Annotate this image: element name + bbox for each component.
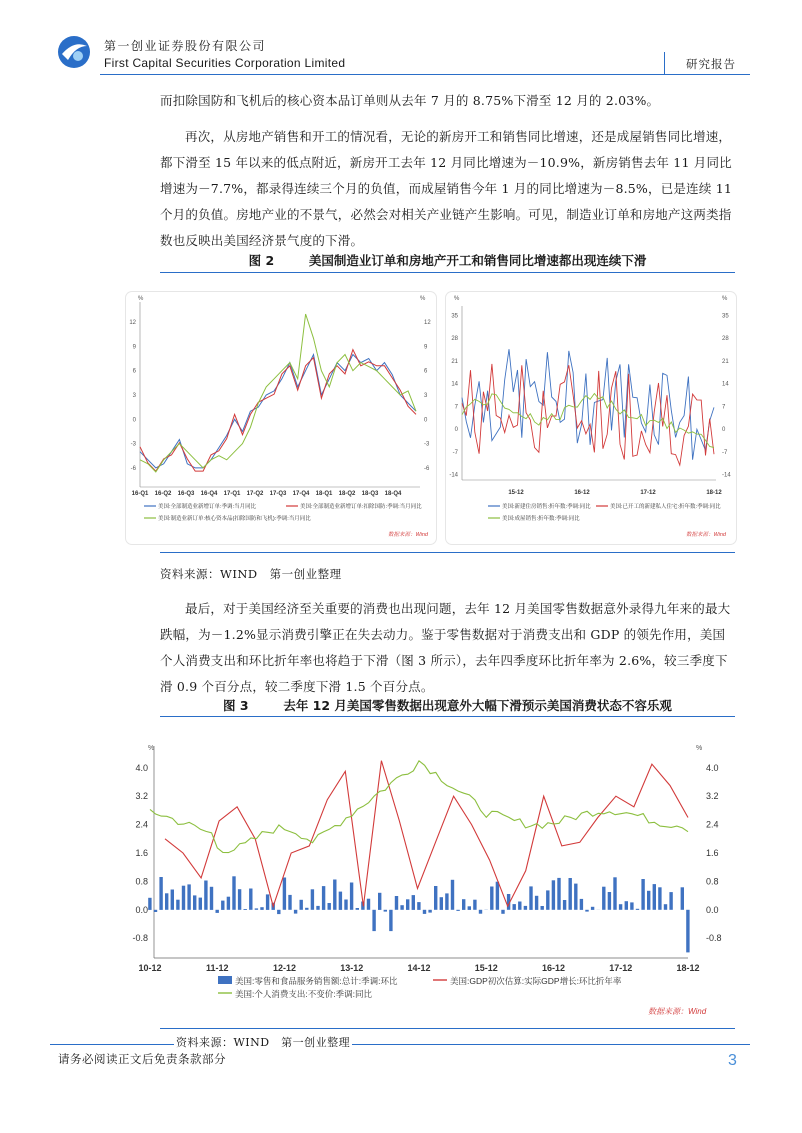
fig3-retail-bar [501, 910, 504, 914]
fig3-retail-bar [585, 910, 588, 912]
fig3-xtick: 16-12 [541, 963, 566, 973]
fig3-xtick: 11-12 [205, 963, 229, 973]
fig3-retail-bar [260, 907, 263, 910]
fig3-retail-bar [428, 910, 431, 913]
fig3-retail-bar [154, 910, 157, 912]
fig3-retail-bar [367, 899, 370, 910]
right-chart-ytick-right: -7 [722, 449, 728, 456]
left-chart-xtick: 17-Q3 [269, 491, 287, 497]
fig3-retail-bar [249, 889, 252, 910]
paragraph-2-text: 再次，从房地产销售和开工的情况看，无论的新房开工和销售同比增速，还是成屋销售同比增速，都下滑至 15 年以来的低点附近，新房开工去年 12 月同比增速为－10.9%，新房销售去年 11 月同比增速为－7.7%，都录得连续三个月的负值，而成屋销售今年 1 月的同比增速为－8.5%，已是连续 11 个月的负值。房地产业的不景气，必然会对相关产业链产生影响。可见，制造业订单和房地产这两类指数也反映出美国经济景气度的下滑。 [160, 129, 732, 248]
fig3-retail-bar [641, 879, 644, 910]
left-chart-xtick: 16-Q2 [154, 491, 172, 497]
fig3-retail-bar [182, 886, 185, 910]
fig3-legend-3: 美国:个人消费支出:不变价:季调:同比 [235, 989, 372, 999]
fig3-retail-bar [406, 899, 409, 910]
fig3-retail-bar [468, 906, 471, 910]
paragraph-1 [160, 88, 735, 114]
fig3-retail-bar [524, 906, 527, 910]
fig3-retail-bar [378, 893, 381, 910]
left-chart-xtick: 17-Q4 [292, 491, 310, 497]
fig3-retail-bar [300, 900, 303, 910]
left-chart-xtick: 18-Q4 [384, 491, 402, 497]
fig3-retail-bar [669, 892, 672, 910]
left-chart-ytick-right: 9 [424, 344, 428, 351]
fig3-retail-bar [434, 886, 437, 910]
fig3-retail-bar [350, 883, 353, 910]
right-chart-ytick-right: 14 [722, 381, 729, 388]
fig3-retail-bar [400, 905, 403, 910]
right-chart-ytick-left: 7 [454, 404, 458, 411]
figure-2-label: 图 2 [248, 253, 275, 268]
fig3-retail-bar [541, 906, 544, 910]
paragraph-2 [160, 124, 735, 254]
fig3-retail-bar [552, 880, 555, 910]
fig3-retail-bar [664, 904, 667, 910]
fig3-retail-bar [473, 900, 476, 910]
fig3-gdp-line [165, 761, 688, 907]
fig3-retail-bar [681, 887, 684, 910]
fig3-ytick-right: 4.0 [706, 762, 719, 773]
fig3-retail-bar [288, 895, 291, 910]
figure-2-title [160, 251, 735, 269]
company-name-cn: 第一创业证券股份有限公司 [104, 39, 267, 53]
fig3-legend-2: 美国:GDP初次估算:实际GDP增长:环比折年率 [450, 976, 622, 986]
fig3-retail-bar [384, 910, 387, 912]
left-chart-watermark: 数据来源：Wind [388, 532, 428, 538]
fig3-retail-bar [619, 904, 622, 910]
right-legend-3: 美国:成屋销售:折年数:季调:同比 [502, 516, 580, 522]
fig3-xtick: 10-12 [138, 963, 162, 973]
fig3-retail-bar [344, 900, 347, 910]
left-chart-ytick-left: 9 [132, 344, 136, 351]
fig3-retail-bar [193, 895, 196, 910]
fig3-retail-bar [602, 887, 605, 910]
left-legend-2: 美国:全部制造业新增订单:扣除国防:季调:当月同比 [300, 504, 422, 510]
left-chart-ytick-right: 3 [424, 392, 428, 399]
fig3-ytick-right: 0.8 [706, 876, 719, 887]
fig3-retail-bar [294, 910, 297, 914]
fig3-retail-bar [412, 895, 415, 910]
left-chart-ytick-left: 12 [129, 320, 136, 327]
left-chart-xtick: 17-Q2 [246, 491, 264, 497]
left-chart-ytick-right: -3 [424, 441, 430, 448]
fig3-retail-bar [305, 908, 308, 910]
right-chart-ytick-right: 28 [722, 336, 729, 343]
fig3-retail-bar [613, 877, 616, 910]
fig3-legend-swatch-1 [218, 976, 232, 984]
right-chart-ytick-left: -14 [449, 472, 458, 479]
figure-3-title [160, 696, 735, 714]
fig3-retail-bar [176, 900, 179, 910]
figure-2-right-chart [446, 292, 736, 544]
left-chart-ytick-left: 6 [132, 368, 136, 375]
fig3-xtick: 14-12 [407, 963, 431, 973]
fig3-retail-bar [423, 910, 426, 914]
fig3-retail-bar [647, 891, 650, 910]
fig3-retail-bar [216, 910, 219, 913]
fig3-retail-bar [518, 902, 521, 910]
figure-2-bottom-rule [160, 552, 735, 553]
right-chart-ytick-right: 21 [722, 358, 729, 365]
fig3-retail-bar [171, 890, 174, 910]
fig3-retail-bar [490, 887, 493, 910]
fig3-retail-bar [356, 908, 359, 910]
fig3-retail-bar [445, 893, 448, 910]
fig3-ytick-right: -0.8 [706, 933, 722, 944]
right-chart-ytick-left: 21 [451, 358, 458, 365]
fig3-ytick-right: 2.4 [706, 819, 719, 830]
fig3-ytick-right: 0.0 [706, 904, 719, 915]
figure-2-left-chart [126, 292, 436, 544]
fig3-retail-bar [204, 881, 207, 910]
left-series-total-orders [140, 355, 416, 468]
fig3-retail-bar [653, 884, 656, 910]
right-chart-xtick: 17-12 [640, 490, 656, 496]
left-chart-ytick-left: 3 [132, 392, 136, 399]
fig3-retail-bar [322, 886, 325, 910]
fig3-retail-bar [333, 880, 336, 910]
fig3-retail-bar [658, 887, 661, 910]
right-chart-watermark: 数据来源：Wind [686, 532, 726, 538]
figure-3-bottom-rule [160, 1028, 735, 1029]
left-chart-ytick-left: -6 [130, 465, 136, 472]
fig3-retail-bar [283, 878, 286, 910]
header-rule [100, 74, 750, 75]
fig3-retail-bar [462, 899, 465, 910]
fig3-retail-bar [557, 878, 560, 910]
fig3-xtick: 13-12 [340, 963, 364, 973]
fig3-retail-bar [513, 904, 516, 910]
left-chart-ytick-right: 6 [424, 368, 428, 375]
fig3-retail-bar [574, 884, 577, 910]
fig3-legend-1: 美国:零售和食品服务销售额:总计:季调:环比 [235, 976, 398, 986]
right-chart-unit-right: % [722, 296, 728, 302]
figure-2-title-text: 美国制造业订单和房地产开工和销售同比增速都出现连续下滑 [308, 253, 647, 268]
fig3-xtick: 18-12 [676, 963, 700, 973]
fig3-ytick-left: 0.8 [135, 876, 148, 887]
left-chart-ytick-right: 12 [424, 320, 431, 327]
fig3-retail-bar [608, 892, 611, 910]
fig3-watermark: 数据来源：Wind [648, 1007, 707, 1016]
right-chart-ytick-left: 0 [454, 427, 458, 434]
fig3-retail-bar [591, 907, 594, 910]
fig3-unit-right: % [696, 745, 703, 752]
fig3-retail-bar [451, 880, 454, 910]
fig3-retail-bar [328, 903, 331, 910]
company-name-en: First Capital Securities Corporation Limited [104, 56, 346, 70]
fig3-retail-bar [187, 884, 190, 909]
fig3-retail-bar [221, 901, 224, 910]
fig3-retail-bar [266, 894, 269, 910]
fig3-retail-bar [238, 889, 241, 910]
paragraph-3-text: 最后，对于美国经济至关重要的消费也出现问题，去年 12 月美国零售数据意外录得九年来的最大跌幅，为－1.2%显示消费引擎正在失去动力。鉴于零售数据对于消费支出和 GDP 的领先作用，美国个人消费支出和环比折年率也将趋于下滑（图 3 所示），去年四季度环比折年率为 2.6%，较三季度下滑 0.9 个百分点，较二季度下滑 1.5 个百分点。 [160, 601, 731, 694]
fig3-retail-bar [244, 909, 247, 910]
left-chart-ytick-left: -3 [130, 441, 136, 448]
right-chart-ytick-left: 28 [451, 336, 458, 343]
left-chart-xtick: 18-Q2 [338, 491, 356, 497]
header-divider [664, 52, 665, 74]
fig3-xtick: 15-12 [474, 963, 498, 973]
fig3-retail-bar [199, 898, 202, 910]
left-chart-xtick: 17-Q1 [223, 491, 241, 497]
left-legend-3: 美国:制造业新订单:核心资本品(扣除国防和飞机):季调:当月同比 [158, 516, 311, 522]
left-chart-ytick-right: -6 [424, 465, 430, 472]
left-chart-xtick: 16-Q1 [131, 491, 149, 497]
report-type: 研究报告 [686, 57, 736, 71]
company-logo [56, 34, 92, 70]
figure-3-label: 图 3 [223, 698, 249, 713]
right-chart-ytick-right: 0 [722, 427, 726, 434]
fig3-retail-bar [227, 897, 230, 910]
left-chart-unit-right: % [420, 296, 426, 302]
left-chart-ytick-right: 0 [424, 417, 428, 424]
right-chart-xtick: 18-12 [706, 490, 722, 496]
fig3-retail-bar [686, 910, 689, 953]
fig3-retail-bar [569, 878, 572, 910]
fig3-retail-bar [232, 876, 235, 910]
fig3-retail-bar [159, 877, 162, 910]
figure-2-top-rule [160, 272, 735, 273]
fig3-retail-bar [148, 898, 151, 910]
fig3-retail-bar [440, 897, 443, 910]
fig3-retail-bar [372, 910, 375, 931]
right-chart-ytick-left: 14 [451, 381, 458, 388]
right-chart-ytick-left: -7 [452, 449, 458, 456]
fig3-unit-left: % [148, 745, 155, 752]
fig3-retail-bar [395, 896, 398, 910]
fig3-retail-bar [339, 892, 342, 910]
right-chart-xtick: 15-12 [508, 490, 524, 496]
right-series-new-home-sales [462, 349, 714, 460]
figure-3-title-text: 去年 12 月美国零售数据出现意外大幅下滑预示美国消费状态不容乐观 [283, 698, 672, 713]
fig3-xtick: 12-12 [272, 963, 297, 973]
left-chart-unit-left: % [138, 296, 144, 302]
fig3-retail-bar [277, 910, 280, 914]
right-chart-ytick-right: -14 [722, 472, 731, 479]
fig3-ytick-left: 1.6 [135, 848, 148, 858]
left-chart-xtick: 16-Q4 [200, 491, 218, 497]
left-chart-xtick: 18-Q3 [361, 491, 379, 497]
right-chart-ytick-right: 7 [722, 404, 726, 411]
left-chart-xtick: 18-Q1 [315, 491, 333, 497]
fig3-retail-bar [630, 902, 633, 909]
fig3-retail-bar [311, 889, 314, 910]
right-legend-1: 美国:新建住房销售:折年数:季调:同比 [502, 504, 591, 510]
paragraph-3 [160, 596, 735, 700]
right-chart-ytick-left: 35 [451, 313, 458, 320]
fig3-retail-bar [389, 910, 392, 931]
fig3-ytick-left: 4.0 [135, 762, 148, 773]
fig3-retail-bar [496, 882, 499, 910]
fig3-retail-bar [563, 900, 566, 910]
fig3-retail-bar [580, 899, 583, 910]
footer-disclaimer: 请务必阅读正文后免责条款部分 [58, 1052, 226, 1066]
figure-3-top-rule [160, 716, 735, 717]
right-chart-unit-left: % [454, 296, 460, 302]
figure-3-chart [128, 736, 736, 1026]
fig3-retail-bar [417, 902, 420, 910]
fig3-ytick-left: -0.8 [132, 933, 148, 944]
figure-3-source: 资料来源：WIND 第一创业整理 [176, 1036, 351, 1049]
fig3-ytick-left: 0.0 [135, 904, 148, 915]
fig3-retail-bar [546, 890, 549, 909]
fig3-retail-bar [479, 910, 482, 914]
figure-2-source: 资料来源：WIND 第一创业整理 [160, 567, 342, 581]
fig3-ytick-left: 3.2 [135, 791, 148, 802]
left-series-core-capital-goods [140, 314, 416, 472]
left-chart-xtick: 16-Q3 [177, 491, 195, 497]
right-chart-ytick-right: 35 [722, 313, 729, 320]
fig3-ytick-right: 1.6 [706, 848, 719, 858]
footer-rule [50, 1044, 750, 1045]
fig3-retail-bar [625, 901, 628, 910]
right-legend-2: 美国:已开工的新建私人住宅:折年数:季调:同比 [610, 504, 721, 510]
fig3-retail-bar [255, 908, 258, 909]
fig3-ytick-right: 3.2 [706, 791, 719, 802]
right-chart-xtick: 16-12 [574, 490, 590, 496]
fig3-retail-bar [456, 910, 459, 911]
fig3-xtick: 17-12 [609, 963, 633, 973]
fig3-ytick-left: 2.4 [135, 819, 148, 830]
fig3-retail-bar [210, 887, 213, 910]
fig3-retail-bar [636, 909, 639, 910]
fig3-retail-bar [535, 896, 538, 910]
fig3-retail-bar [529, 886, 532, 910]
page-number: 3 [728, 1052, 737, 1069]
fig3-retail-bar [165, 893, 168, 910]
left-legend-1: 美国:全部制造业新增订单:季调:当月同比 [158, 504, 257, 510]
left-chart-ytick-left: 0 [132, 417, 136, 424]
paragraph-1-text: 而扣除国防和飞机后的核心资本品订单则从去年 7 月的 8.75%下滑至 12 月的 2.03%。 [160, 93, 660, 108]
fig3-retail-bar [316, 906, 319, 910]
